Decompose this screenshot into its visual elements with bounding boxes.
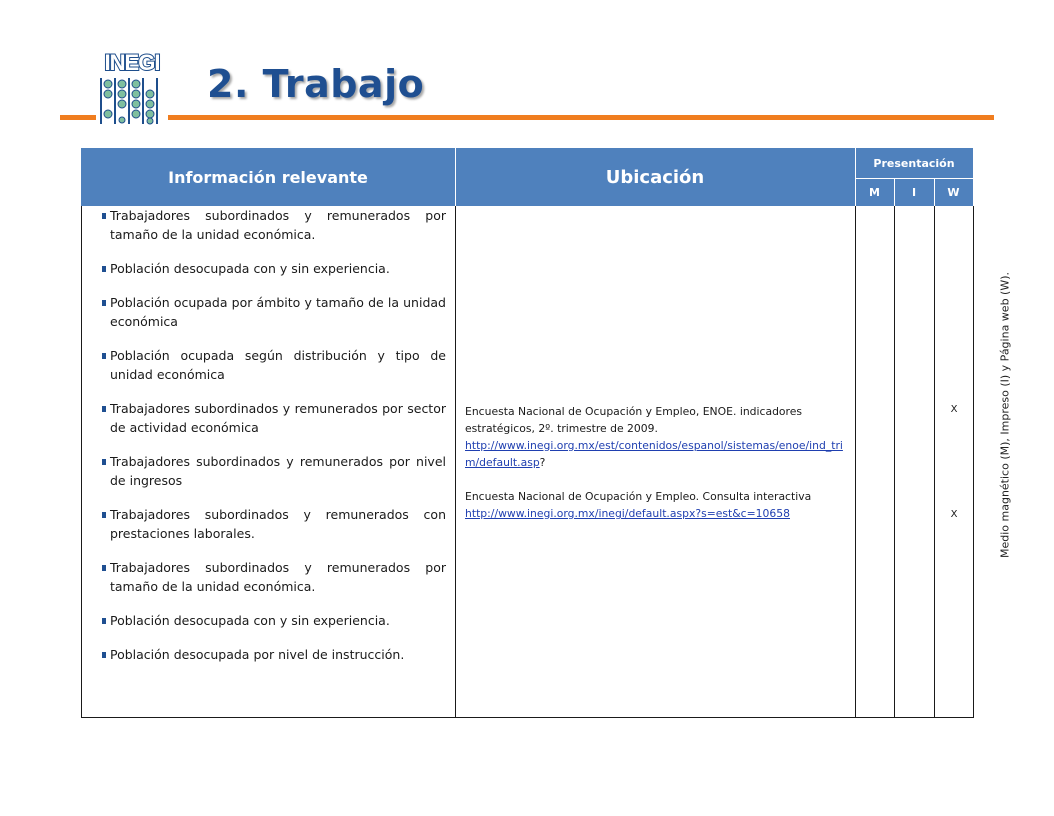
table-border [455,206,456,718]
table-border [934,206,935,718]
bullet-icon [102,353,106,359]
list-item: Población desocupada por nivel de instrucción. [102,645,446,664]
bullet-icon [102,652,106,658]
source2-text: Encuesta Nacional de Ocupación y Empleo. Consulta interactiva [465,490,812,503]
mark-w-2: X [950,509,958,520]
list-item: Trabajadores subordinados y remunerados por nivel de ingresos [102,452,446,490]
bullet-icon [102,512,106,518]
ubicacion-cell [465,403,849,522]
table-border [81,206,82,718]
side-note [998,260,1012,570]
header-divider [455,148,456,206]
table-border [973,206,974,718]
bullet-icon [102,459,106,465]
bullet-icon [102,213,106,219]
source1-suffix: ? [539,456,546,469]
info-list [102,206,446,664]
header-rule [60,115,994,120]
bullet-icon [102,565,106,571]
list-item: Población ocupada según distribución y tipo de unidad económica [102,346,446,384]
table-border [894,206,895,718]
header-divider [934,178,935,206]
bullet-icon [102,618,106,624]
source1-link[interactable]: http://www.inegi.org.mx/est/contenidos/espanol/sistemas/enoe/ind_trim/default.asp [465,439,843,469]
list-item: Trabajadores subordinados y remunerados por tamaño de la unidad económica. [102,558,446,596]
source1-text: Encuesta Nacional de Ocupación y Empleo, ENOE. indicadores estratégicos, 2º. trimestre de 2009. [465,405,802,435]
header-divider [855,178,973,179]
table-border [855,206,856,718]
bullet-icon [102,300,106,306]
source2-link[interactable]: http://www.inegi.org.mx/inegi/default.aspx?s=est&c=10658 [465,507,790,520]
header-info: Información relevante [81,148,455,206]
list-item: Población desocupada con y sin experiencia. [102,259,446,278]
list-item: Población desocupada con y sin experiencia. [102,611,446,630]
logo-abacus-icon [98,78,166,126]
header-divider [855,148,856,206]
page-title: 2. Trabajo [207,62,425,106]
header-i: I [894,178,934,206]
side-note-text: Medio magnético (M), Impreso (I) y Página web (W). [998,271,1012,559]
header-w: W [934,178,973,206]
bullet-icon [102,406,106,412]
bullet-icon [102,266,106,272]
inegi-logo [96,50,168,128]
header-ubicacion: Ubicación [455,148,855,206]
list-item: Trabajadores subordinados y remunerados con prestaciones laborales. [102,505,446,543]
list-item: Trabajadores subordinados y remunerados por tamaño de la unidad económica. [102,206,446,244]
list-item: Trabajadores subordinados y remunerados por sector de actividad económica [102,399,446,437]
header-presentacion: Presentación [855,148,973,178]
logo-text: INEGI [104,50,160,75]
mark-w-1: X [950,404,958,415]
table-border [81,717,974,718]
list-item: Población ocupada por ámbito y tamaño de la unidad económica [102,293,446,331]
header-m: M [855,178,894,206]
header-divider [894,178,895,206]
